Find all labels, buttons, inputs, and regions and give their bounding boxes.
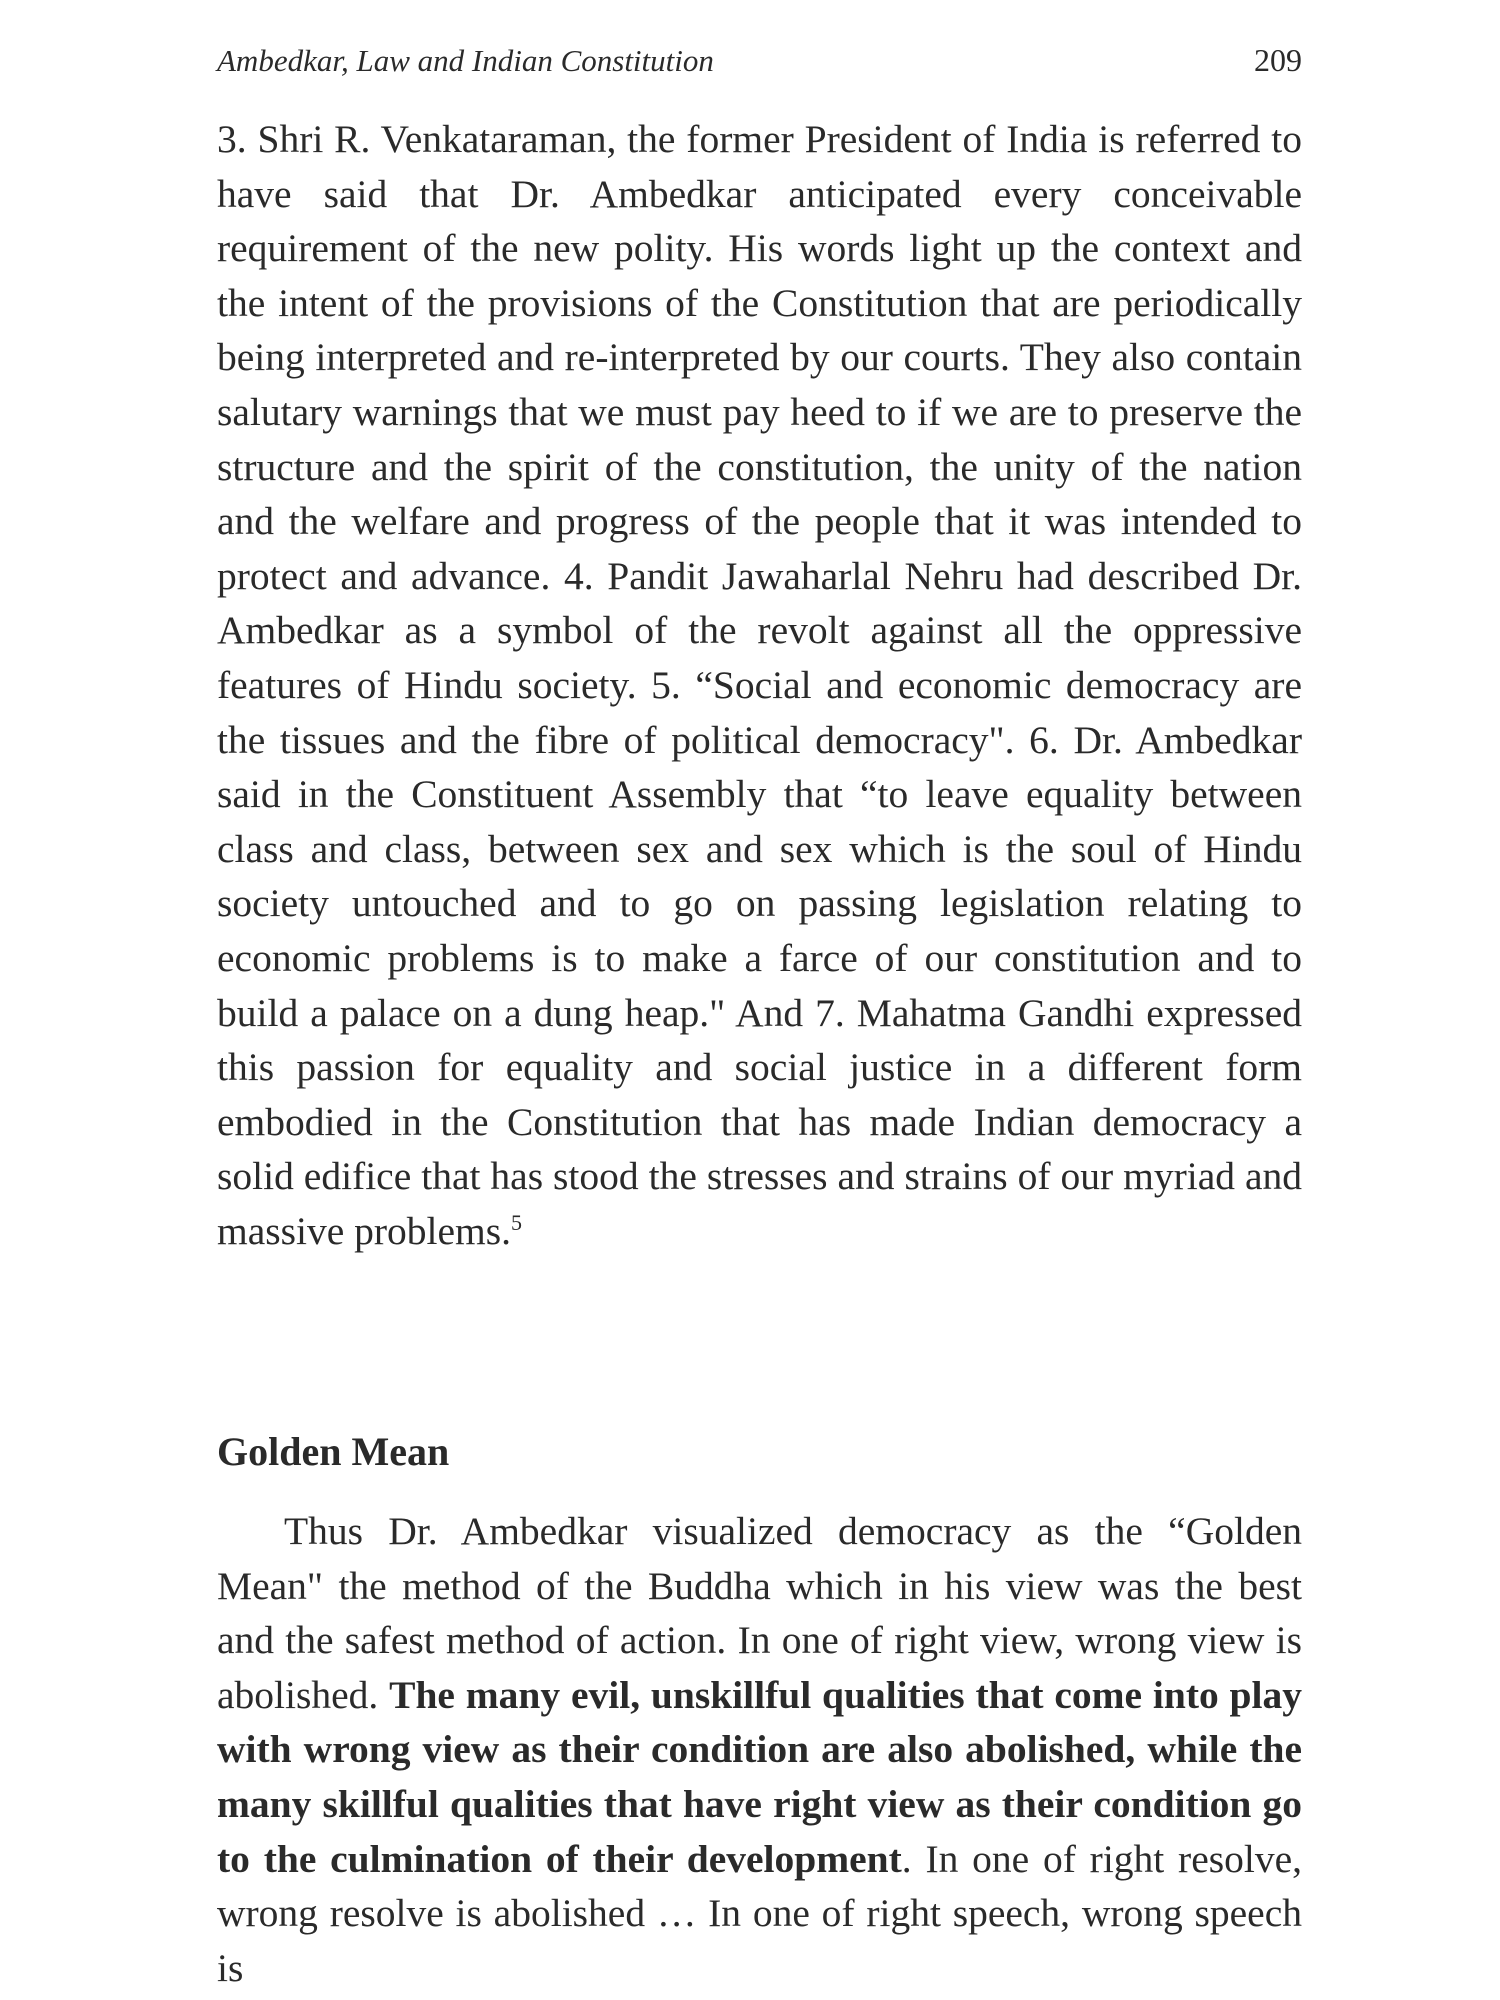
- body-paragraph-2: [217, 1504, 1302, 1995]
- body-paragraph-1: [217, 112, 1302, 1258]
- footnote-reference: 5: [511, 1209, 523, 1235]
- paragraph-2-lead: Thus Dr. Ambedkar visualized democracy as the “Golden Mean" the method of the Buddha which in his view was the best and the safest method of action. In one of right view, wrong view is abolished.: [217, 1509, 1302, 1717]
- paragraph-1-text: 3. Shri R. Venkataraman, the former President of India is referred to have said that Dr. Ambedkar anticipated every conceivable requirement of the new polity. His words light up the context and the intent of the provisions of the Constitution that are periodically being interpreted and re-interpreted by our courts. They also contain salutary warnings that we must pay heed to if we are to preserve the structure and the spirit of the constitution, the unity of the nation and the welfare and progress of the people that it was intended to protect and advance. 4. Pandit Jawaharlal Nehru had described Dr. Ambedkar as a symbol of the revolt against all the oppressive features of Hindu society. 5. “Social and economic democracy are the tissues and the fibre of political democracy". 6. Dr. Ambedkar said in the Constituent Assembly that “to leave equality between class and class, between sex and sex which is the soul of Hindu society untouched and to go on passing legislation relating to economic problems is to make a farce of our constitution and to build a palace on a dung heap." And 7. Mahatma Gandhi expressed this passion for equality and social justice in a different form embodied in the Constitution that has made Indian democracy a solid edifice that has stood the stresses and strains of our myriad and massive problems.: [217, 117, 1302, 1253]
- running-header: [217, 42, 1302, 82]
- page-number: 209: [1254, 42, 1302, 78]
- section-heading: Golden Mean: [217, 1429, 450, 1474]
- book-page: [217, 0, 1302, 2000]
- paragraph-2-tail: . In one of right resolve, wrong resolve is abolished … In one of right speech, wrong speech is: [217, 1836, 1302, 1990]
- paragraph-2-bold-quote: The many evil, unskillful qualities that come into play with wrong view as their condition are also abolished, while the many skillful qualities that have right view as their condition go to the culmination of their development: [217, 1672, 1302, 1881]
- running-title: Ambedkar, Law and Indian Constitution: [217, 43, 714, 78]
